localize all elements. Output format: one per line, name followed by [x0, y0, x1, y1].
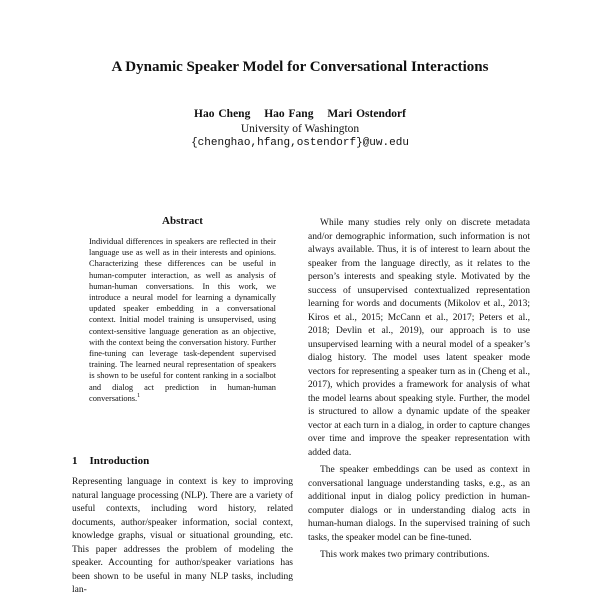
author-name: Mari Ostendorf: [327, 108, 406, 120]
author-emails: {chenghao,hfang,ostendorf}@uw.edu: [191, 137, 409, 149]
section-heading: [72, 455, 149, 467]
introduction-body: [72, 476, 293, 598]
paragraph: Representing language in context is key to improving natural language processing (NLP). There are a variety of useful contexts, including word history, related documents, author/speaker information, social context, knowledge graphs, visual or situational grounding, etc. This paper addresses the problem of modeling the speaker. Accounting for author/speaker variations has been shown to be useful in many NLP tasks, including lan-: [72, 477, 293, 595]
paragraph: This work makes two primary contributions.: [320, 550, 490, 560]
affiliation: University of Washington: [240, 123, 360, 135]
paper-title: A Dynamic Speaker Model for Conversational Interactions: [111, 59, 489, 75]
abstract-body: [89, 236, 276, 404]
abstract-text: Individual differences in speakers are reflected in their language use as well as in their interests and opinions. Characterizing these differences can be useful in human-computer interaction, as well as analysis of human-human conversations. In this work, we introduce a neural model for learning a dynamically updated speaker embedding in a conversational context. Initial model training is unsupervised, using context-sensitive language generation as an objective, with the context being the conversation history. Further fine-tuning can leverage task-dependent supervised training. The learned neural representation of speakers is shown to be useful for content ranking in a socialbot and dialog act prediction in human-human conversations.: [89, 237, 276, 403]
author-name: Hao Fang: [264, 108, 314, 120]
abstract-heading: Abstract: [162, 215, 203, 227]
right-column: [308, 217, 530, 563]
paragraph: While many studies rely only on discrete metadata and/or demographic information, such information is not always available. Thus, it is of interest to learn about the speaker from the language directly, as it relates to the person’s interests and speaking style. Motivated by the success of unsupervised contextualized representation learning for words and documents (Mikolov et al., 2013; Kiros et al., 2015; McCann et al., 2017; Peters et al., 2018; Devlin et al., 2019), our approach is to use unsupervised learning with a neural model of a speaker’s dialog history. The model uses latent speaker mode vectors for representing a speaker turn as in (Cheng et al., 2017), which provides a framework for analysis of what the model learns about speaking style. Further, the model is structured to allow a dynamic update of the speaker vector at each turn in a dialog, in order to capture changes over time and improve the speaker representation with added data.: [308, 218, 530, 458]
footnote-marker: 1: [137, 393, 141, 400]
author-list: [0, 108, 600, 120]
author-name: Hao Cheng: [194, 108, 251, 120]
paragraph: The speaker embeddings can be used as context in conversational language understanding tasks, e.g., as an additional input in dialog policy prediction in human-computer dialogs or in understanding dialog acts in human-human dialogs. In the supervised training of such tasks, the speaker model can be fine-tuned.: [308, 465, 530, 543]
section-title: Introduction: [89, 455, 150, 467]
section-number: 1: [72, 455, 78, 467]
